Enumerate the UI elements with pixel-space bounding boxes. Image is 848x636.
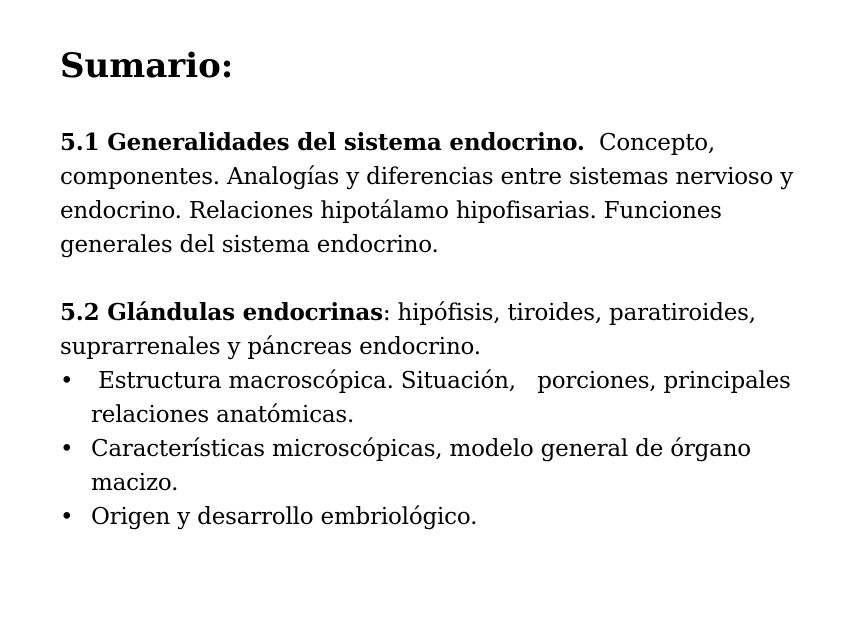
section-5-1-heading: 5.1 Generalidades del sistema endocrino.: [60, 129, 585, 156]
section-5-2-heading: 5.2 Glándulas endocrinas: [60, 299, 383, 326]
slide-title: Sumario:: [60, 46, 234, 86]
section-5-1-text: Concepto, componentes. Analogías y diferencias entre sistemas nervioso y endocrino. Relaciones hipotálamo hipofisarias. Funciones generales del sistema endocrino.: [60, 130, 794, 258]
section-5-2-text: : hipófisis, tiroides, paratiroides, suprarrenales y páncreas endocrino.: [60, 300, 756, 360]
list-item-text: Estructura macroscópica. Situación, porciones, principales relaciones anatómicas.: [91, 368, 798, 428]
section-5-2: [60, 296, 800, 364]
list-item: [60, 432, 800, 500]
bullet-list: [60, 364, 800, 534]
bullet-icon: •: [60, 436, 74, 462]
slide-content: [60, 46, 800, 534]
bullet-icon: •: [60, 504, 74, 530]
section-5-1: [60, 126, 800, 262]
list-item-text: Características microscópicas, modelo general de órgano macizo.: [91, 436, 751, 496]
bullet-icon: •: [60, 368, 74, 394]
list-item: [60, 500, 800, 534]
list-item: [60, 364, 800, 432]
list-item-text: Origen y desarrollo embriológico.: [91, 504, 478, 530]
